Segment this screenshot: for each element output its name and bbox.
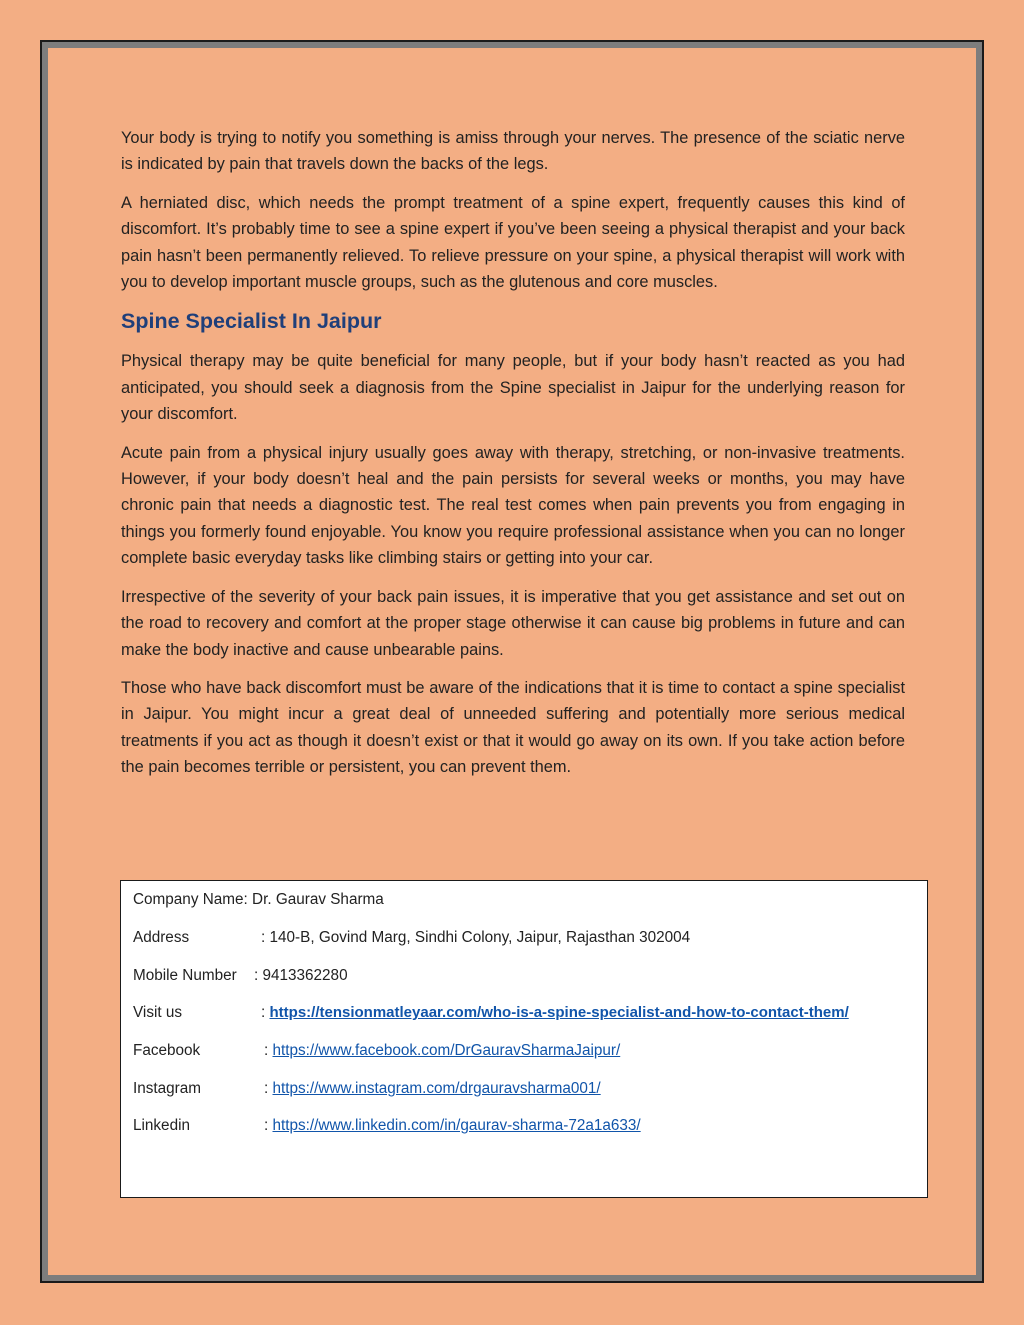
paragraph: Acute pain from a physical injury usually goes away with therapy, stretching, or non-invasive treatments. However, if your body doesn’t heal and the pain persists for several weeks or months, you may have chronic pain that needs a diagnostic test. The real test comes when pain prevents you from engaging in things you formerly found enjoyable. You know you require professional assistance when you can no longer complete basic everyday tasks like climbing stairs or getting into your car.	[121, 443, 905, 568]
paragraph: Irrespective of the severity of your back pain issues, it is imperative that you get assistance and set out on the road to recovery and comfort at the proper stage otherwise it can cause big problems in future and can make the body inactive and cause unbearable pains.	[121, 587, 905, 659]
instagram-link[interactable]: https://www.instagram.com/drgauravsharma001/	[272, 1080, 601, 1097]
company-name: Company Name: Dr. Gaurav Sharma	[133, 891, 384, 908]
instagram-row	[133, 1079, 601, 1099]
paragraph: Your body is trying to notify you something is amiss through your nerves. The presence of the sciatic nerve is indicated by pain that travels down the backs of the legs.	[121, 129, 905, 174]
website-link[interactable]: https://tensionmatleyaar.com/who-is-a-spine-specialist-and-how-to-contact-them/	[269, 1004, 849, 1021]
visit-separator: :	[261, 1004, 270, 1021]
address-row	[133, 928, 690, 948]
instagram-label: Instagram	[133, 1080, 202, 1097]
mobile-label: Mobile Number	[133, 967, 237, 984]
facebook-link[interactable]: https://www.facebook.com/DrGauravSharmaJaipur/	[272, 1042, 621, 1059]
linkedin-link[interactable]: https://www.linkedin.com/in/gaurav-sharma-72a1a633/	[272, 1117, 641, 1134]
paragraph: Those who have back discomfort must be aware of the indications that it is time to contact a spine specialist in Jaipur. You might incur a great deal of unneeded suffering and potentially more serious medical treatments if you act as though it doesn’t exist or that it would go away on its own. If you take action before the pain becomes terrible or persistent, you can prevent them.	[121, 678, 905, 777]
company-name-row	[133, 890, 384, 910]
facebook-separator: :	[264, 1042, 273, 1059]
linkedin-label: Linkedin	[133, 1117, 190, 1134]
paragraph: Physical therapy may be quite beneficial for many people, but if your body hasn’t reacted as you had anticipated, you should seek a diagnosis from the Spine specialist in Jaipur for the underlying reason for your discomfort.	[121, 352, 905, 424]
address-value: : 140-B, Govind Marg, Sindhi Colony, Jaipur, Rajasthan 302004	[261, 929, 691, 946]
mobile-row	[133, 966, 348, 986]
mobile-value: : 9413362280	[254, 967, 348, 984]
linkedin-row	[133, 1116, 641, 1136]
address-label: Address	[133, 929, 190, 946]
visit-row	[133, 1003, 849, 1023]
instagram-separator: :	[264, 1080, 273, 1097]
visit-label: Visit us	[133, 1004, 183, 1021]
facebook-label: Facebook	[133, 1042, 201, 1059]
contact-info-box	[120, 880, 928, 1198]
article-content	[121, 125, 905, 793]
linkedin-separator: :	[264, 1117, 273, 1134]
facebook-row	[133, 1041, 620, 1061]
section-heading: Spine Specialist In Jaipur	[121, 309, 382, 334]
paragraph: A herniated disc, which needs the prompt treatment of a spine expert, frequently causes this kind of discomfort. It’s probably time to see a spine expert if you’ve been seeing a physical therapist and your back pain hasn’t been permanently relieved. To relieve pressure on your spine, a physical therapist will work with you to develop important muscle groups, such as the glutenous and core muscles.	[121, 193, 905, 292]
